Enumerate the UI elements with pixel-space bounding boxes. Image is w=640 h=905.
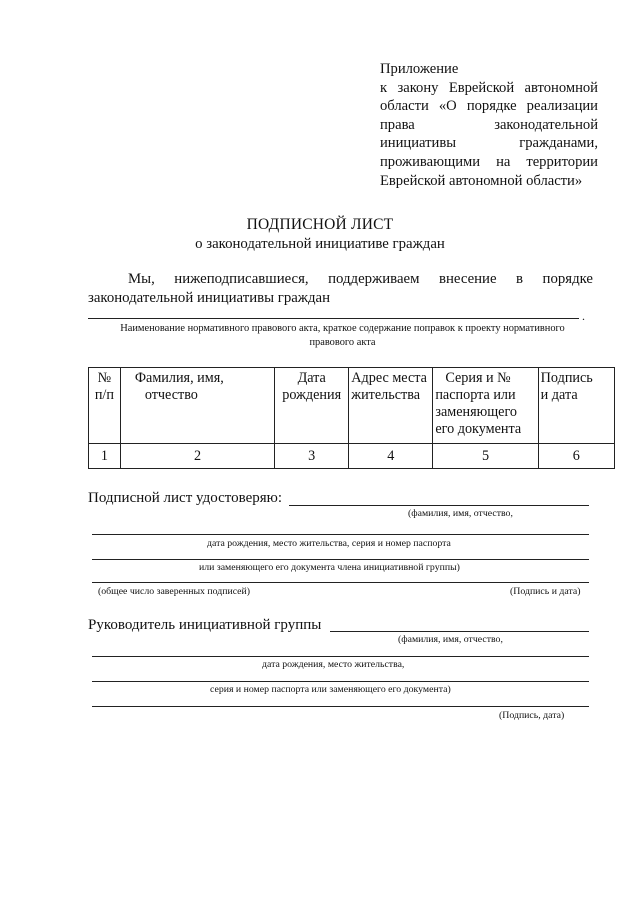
appendix-line: Приложение: [380, 61, 459, 77]
header-full-name: [120, 368, 274, 444]
intro-line-1: Мы, нижеподписавшиеся, поддерживаем внесение в порядке: [128, 271, 593, 287]
header-text: его документа: [435, 421, 522, 437]
leader-hint: (фамилия, имя, отчество,: [398, 634, 503, 645]
appendix-line: Еврейской автономной области»: [380, 172, 583, 189]
certify-hint: или заменяющего его документа члена инициативной группы): [199, 562, 460, 573]
header-signature: [538, 368, 614, 444]
certify-hint: дата рождения, место жительства, серия и номер паспорта: [207, 538, 451, 549]
appendix-line: к закону Еврейской автономной: [380, 79, 598, 96]
header-text: Адрес места: [351, 370, 427, 386]
appendix-block: [380, 60, 598, 190]
column-number-cell: 2: [120, 444, 274, 469]
column-number-cell: 5: [433, 444, 538, 469]
act-name-field[interactable]: [88, 318, 579, 319]
act-name-period: .: [582, 309, 585, 323]
appendix-line: проживающими на территории: [380, 153, 598, 170]
certify-count-hint: (общее число заверенных подписей): [98, 586, 251, 597]
certify-name-field[interactable]: [289, 505, 589, 506]
header-address: [349, 368, 433, 444]
header-text: Серия и №: [445, 370, 511, 386]
header-text: Фамилия, имя,: [134, 370, 224, 386]
header-text: и дата: [540, 387, 578, 403]
act-caption-line: правового акта: [309, 336, 376, 348]
intro-line-2: законодательной инициативы граждан: [88, 290, 331, 306]
certify-count-field[interactable]: [92, 582, 589, 583]
header-text: заменяющего: [435, 404, 518, 420]
leader-hint: дата рождения, место жительства,: [262, 659, 405, 670]
signature-table: [88, 367, 615, 469]
header-number: [89, 368, 121, 444]
table-row: [89, 444, 615, 469]
document-title: ПОДПИСНОЙ ЛИСТ: [246, 216, 394, 233]
header-text: Подпись: [540, 370, 593, 386]
header-text: п/п: [94, 387, 114, 403]
appendix-line: области «О порядке реализации: [380, 98, 598, 115]
header-passport: [433, 368, 538, 444]
leader-document-field[interactable]: [92, 681, 589, 682]
appendix-line: инициативы гражданами,: [380, 135, 598, 152]
leader-hint: серия и номер паспорта или заменяющего его документа): [210, 684, 451, 695]
certify-signature-hint: (Подпись и дата): [510, 586, 581, 597]
header-text: Дата: [297, 370, 326, 386]
act-name-caption: [100, 322, 585, 349]
header-birth-date: [275, 368, 349, 444]
header-text: паспорта или: [435, 387, 516, 403]
certify-hint: (фамилия, имя, отчество,: [408, 508, 513, 519]
appendix-line: права законодательной: [380, 116, 598, 133]
document-subtitle: о законодательной инициативе граждан: [195, 236, 445, 252]
header-text: рождения: [282, 387, 342, 403]
certify-details-field[interactable]: [92, 534, 589, 535]
leader-label: Руководитель инициативной группы: [88, 617, 322, 633]
leader-signature-field[interactable]: [92, 706, 589, 707]
column-number-cell: 4: [349, 444, 433, 469]
certify-document-field[interactable]: [92, 559, 589, 560]
act-caption-line: Наименование нормативного правового акта, краткое содержание поправок к проекту нормативного: [120, 323, 565, 334]
leader-name-field[interactable]: [330, 631, 589, 632]
header-text: жительства: [351, 387, 421, 403]
table-header-row: [89, 368, 615, 444]
certify-label: Подписной лист удостоверяю:: [88, 490, 283, 506]
column-number-cell: 6: [538, 444, 614, 469]
header-text: №: [97, 370, 112, 386]
leader-details-field[interactable]: [92, 656, 589, 657]
leader-signature-hint: (Подпись, дата): [499, 710, 565, 721]
column-number-cell: 3: [275, 444, 349, 469]
header-text: отчество: [144, 387, 198, 403]
column-number-cell: 1: [89, 444, 121, 469]
